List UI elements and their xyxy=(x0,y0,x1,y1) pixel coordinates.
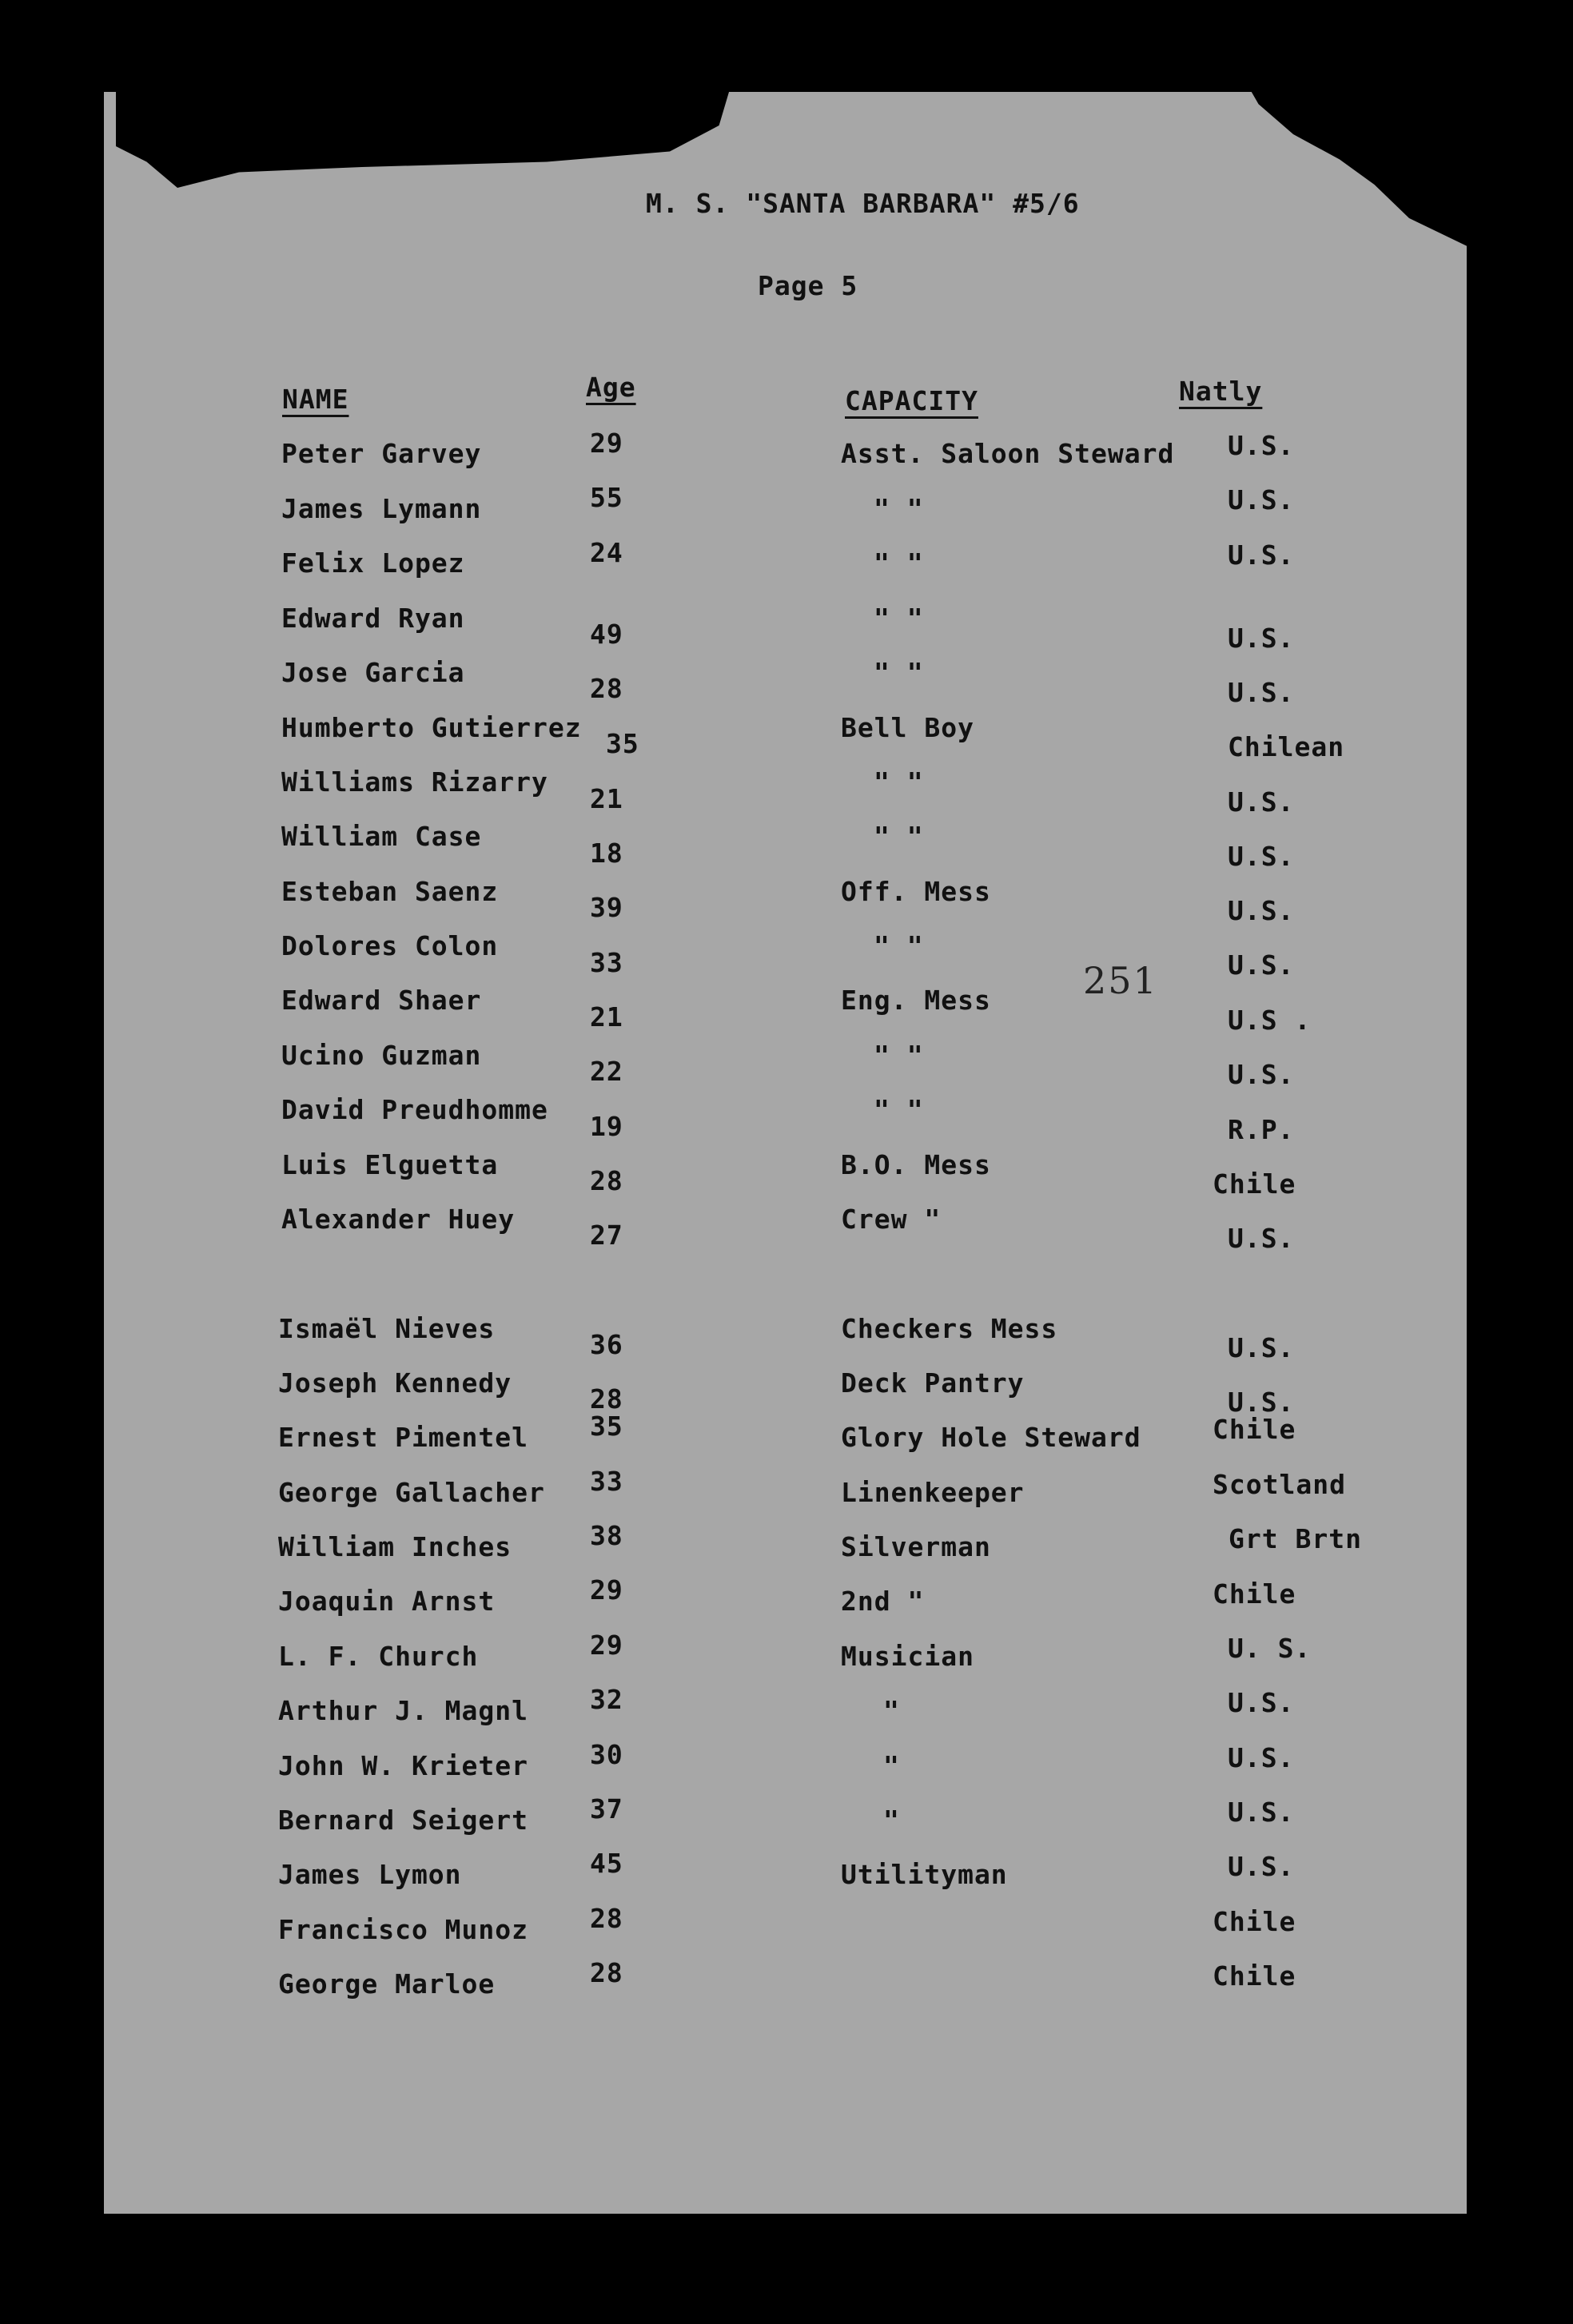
row-age: 22 xyxy=(590,1056,623,1087)
row-name: William Inches xyxy=(278,1531,512,1562)
row-nationality: Chile xyxy=(1213,1414,1296,1445)
row-age: 35 xyxy=(590,1411,623,1442)
row-age: 28 xyxy=(590,1165,623,1196)
row-age: 30 xyxy=(590,1739,623,1770)
row-capacity: Silverman xyxy=(841,1531,991,1562)
row-age: 29 xyxy=(590,428,623,459)
row-age: 27 xyxy=(590,1220,623,1251)
row-nationality: U.S . xyxy=(1228,1005,1312,1036)
row-capacity: " xyxy=(883,1695,900,1726)
row-name: Jose Garcia xyxy=(281,657,465,688)
row-name: Williams Rizarry xyxy=(281,766,548,798)
row-capacity: Utilityman xyxy=(841,1859,1008,1890)
row-age: 39 xyxy=(590,892,623,923)
row-age: 55 xyxy=(590,482,623,513)
row-name: James Lymon xyxy=(278,1859,462,1890)
row-nationality: Chile xyxy=(1213,1578,1296,1610)
row-age: 38 xyxy=(590,1520,623,1551)
row-nationality: U. S. xyxy=(1228,1633,1312,1664)
row-name: Joaquin Arnst xyxy=(278,1586,496,1617)
row-age: 28 xyxy=(590,1383,623,1415)
row-age: 21 xyxy=(590,783,623,814)
row-name: Francisco Munoz xyxy=(278,1914,529,1945)
row-nationality: U.S. xyxy=(1228,539,1295,571)
row-name: Peter Garvey xyxy=(281,438,482,469)
row-nationality: U.S. xyxy=(1228,1387,1295,1418)
row-name: L. F. Church xyxy=(278,1641,479,1672)
row-capacity: " " xyxy=(874,930,924,961)
row-capacity: Bell Boy xyxy=(841,712,974,743)
row-nationality: U.S. xyxy=(1228,1059,1295,1090)
row-capacity: " " xyxy=(874,766,924,798)
row-nationality: Chile xyxy=(1213,1960,1296,1992)
row-age: 24 xyxy=(590,537,623,568)
row-capacity: Deck Pantry xyxy=(841,1367,1025,1399)
row-age: 19 xyxy=(590,1111,623,1142)
row-name: Ismaël Nieves xyxy=(278,1313,496,1344)
row-nationality: Scotland xyxy=(1213,1469,1346,1500)
row-nationality: R.P. xyxy=(1228,1114,1295,1145)
row-nationality: U.S. xyxy=(1228,430,1295,461)
row-age: 21 xyxy=(590,1001,623,1033)
header-nationality: Natly xyxy=(1179,376,1263,407)
row-capacity: Off. Mess xyxy=(841,876,991,907)
row-name: Alexander Huey xyxy=(281,1204,516,1235)
row-capacity: Eng. Mess xyxy=(841,985,991,1016)
row-nationality: U.S. xyxy=(1228,1797,1295,1828)
row-name: John W. Krieter xyxy=(278,1750,529,1781)
row-age: 33 xyxy=(590,947,623,978)
row-name: David Preudhomme xyxy=(281,1094,548,1125)
page-number: Page 5 xyxy=(758,270,858,301)
row-nationality: U.S. xyxy=(1228,484,1295,515)
row-nationality: Chile xyxy=(1213,1168,1296,1200)
row-name: Humberto Gutierrez xyxy=(281,712,582,743)
row-age: 28 xyxy=(590,1903,623,1934)
row-age: 33 xyxy=(590,1466,623,1497)
row-name: Edward Ryan xyxy=(281,603,465,634)
row-age: 18 xyxy=(590,838,623,869)
row-name: George Gallacher xyxy=(278,1477,545,1508)
row-capacity: " xyxy=(883,1805,900,1836)
header-age: Age xyxy=(586,372,636,403)
row-name: Joseph Kennedy xyxy=(278,1367,512,1399)
row-age: 29 xyxy=(590,1630,623,1661)
row-nationality: U.S. xyxy=(1228,841,1295,872)
row-nationality: U.S. xyxy=(1228,1851,1295,1882)
row-age: 32 xyxy=(590,1684,623,1715)
row-capacity: " " xyxy=(874,1094,924,1125)
row-capacity: Asst. Saloon Steward xyxy=(841,438,1175,469)
row-capacity: " " xyxy=(874,603,924,634)
header-capacity: CAPACITY xyxy=(845,385,978,416)
row-capacity: 2nd " xyxy=(841,1586,925,1617)
row-age: 29 xyxy=(590,1574,623,1606)
row-name: Esteban Saenz xyxy=(281,876,499,907)
row-capacity: " xyxy=(883,1750,900,1781)
row-name: Luis Elguetta xyxy=(281,1149,499,1180)
row-age: 35 xyxy=(606,728,639,759)
row-name: William Case xyxy=(281,821,482,852)
row-nationality: U.S. xyxy=(1228,949,1295,981)
row-nationality: Chilean xyxy=(1228,731,1345,762)
row-capacity: Linenkeeper xyxy=(841,1477,1025,1508)
row-capacity: " " xyxy=(874,547,924,579)
row-age: 37 xyxy=(590,1793,623,1825)
row-age: 28 xyxy=(590,673,623,704)
row-capacity: B.O. Mess xyxy=(841,1149,991,1180)
header-name: NAME xyxy=(282,384,349,415)
row-age: 45 xyxy=(590,1848,623,1879)
row-nationality: Chile xyxy=(1213,1906,1296,1937)
row-nationality: U.S. xyxy=(1228,786,1295,818)
row-capacity: " " xyxy=(874,657,924,688)
row-nationality: U.S. xyxy=(1228,1687,1295,1718)
row-capacity: " " xyxy=(874,821,924,852)
row-name: Bernard Seigert xyxy=(278,1805,529,1836)
row-name: Arthur J. Magnl xyxy=(278,1695,529,1726)
row-nationality: U.S. xyxy=(1228,677,1295,708)
row-name: George Marloe xyxy=(278,1968,496,2000)
row-age: 49 xyxy=(590,619,623,650)
row-capacity: Glory Hole Steward xyxy=(841,1422,1141,1453)
row-nationality: Grt Brtn xyxy=(1229,1523,1362,1554)
row-name: James Lymann xyxy=(281,493,482,524)
row-nationality: U.S. xyxy=(1228,1223,1295,1254)
row-nationality: U.S. xyxy=(1228,1332,1295,1363)
row-capacity: Crew " xyxy=(841,1204,942,1235)
row-name: Ucino Guzman xyxy=(281,1040,482,1071)
row-name: Felix Lopez xyxy=(281,547,465,579)
row-capacity: " " xyxy=(874,1040,924,1071)
handwritten-number: 251 xyxy=(1083,959,1158,1002)
row-capacity: Checkers Mess xyxy=(841,1313,1058,1344)
row-age: 36 xyxy=(590,1329,623,1360)
row-nationality: U.S. xyxy=(1228,895,1295,926)
row-name: Dolores Colon xyxy=(281,930,499,961)
row-capacity: Musician xyxy=(841,1641,974,1672)
row-capacity: " " xyxy=(874,493,924,524)
ship-title: M. S. "SANTA BARBARA" #5/6 xyxy=(646,188,1080,219)
row-name: Ernest Pimentel xyxy=(278,1422,529,1453)
row-nationality: U.S. xyxy=(1228,623,1295,654)
row-age: 28 xyxy=(590,1957,623,1988)
row-name: Edward Shaer xyxy=(281,985,482,1016)
row-nationality: U.S. xyxy=(1228,1742,1295,1773)
